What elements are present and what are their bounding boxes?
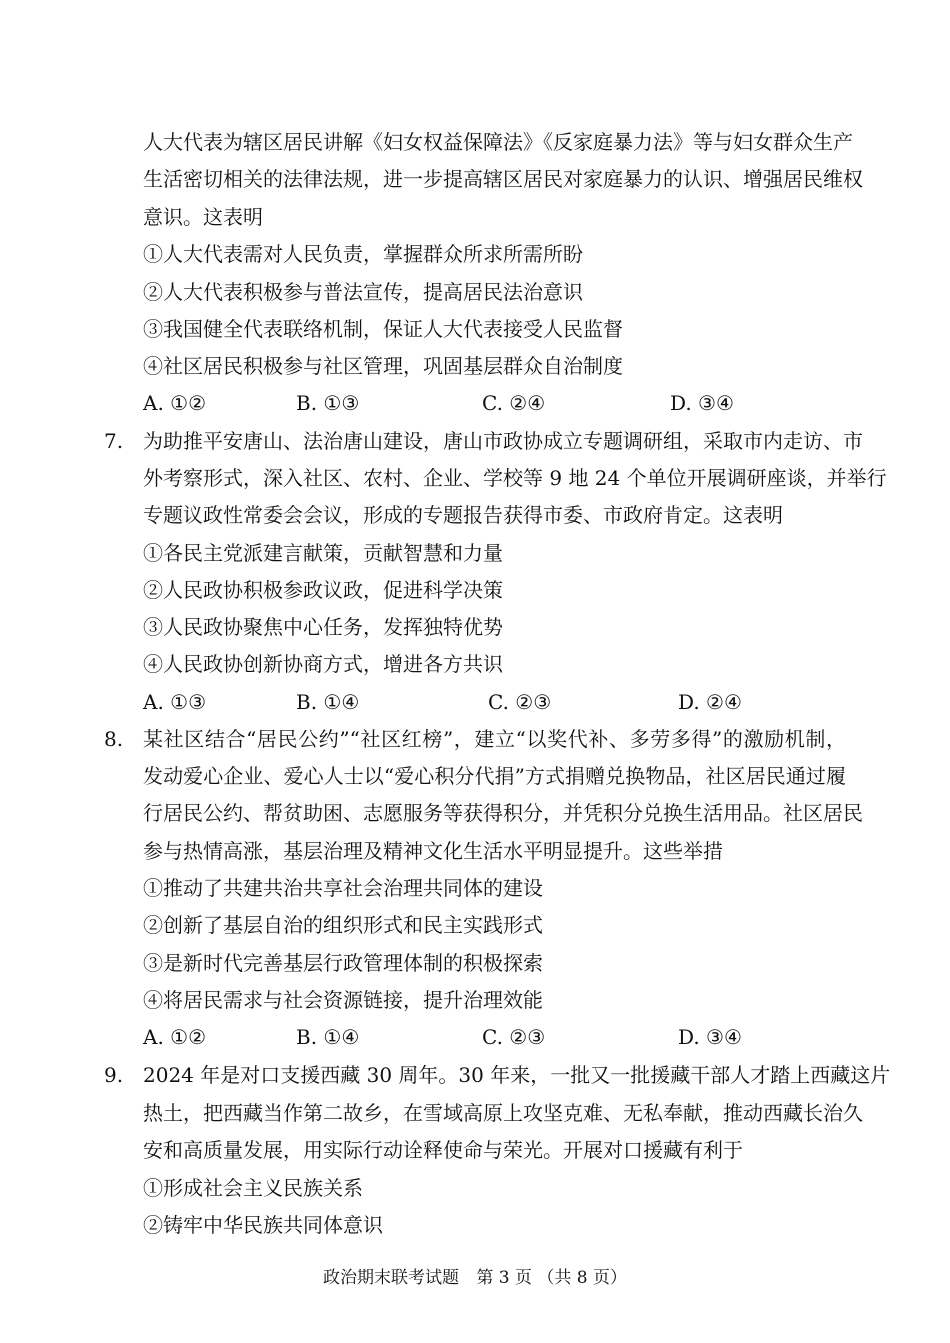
q7-option-c: C. ②③ <box>488 690 552 714</box>
q8-number: 8. <box>104 727 124 751</box>
q6-item-1: ①人大代表需对人民负责，掌握群众所求所需所盼 <box>143 242 583 266</box>
q7-stem-line-2: 外考察形式，深入社区、农村、企业、学校等 9 地 24 个单位开展调研座谈，并举行 <box>143 466 887 490</box>
q7-item-4: ④人民政协创新协商方式，增进各方共识 <box>143 652 503 676</box>
q8-option-a: A. ①② <box>143 1025 207 1049</box>
q9-stem-line-2: 热土，把西藏当作第二故乡，在雪域高原上攻坚克难、无私奉献，推动西藏长治久 <box>143 1101 863 1125</box>
q7-option-a: A. ①③ <box>143 690 207 714</box>
q8-stem-line-2: 发动爱心企业、爱心人士以“爱心积分代捐”方式捐赠兑换物品，社区居民通过履 <box>143 764 846 788</box>
q8-stem-line-3: 行居民公约、帮贫助困、志愿服务等获得积分，并凭积分兑换生活用品。社区居民 <box>143 801 863 825</box>
q6-item-4: ④社区居民积极参与社区管理，巩固基层群众自治制度 <box>143 354 623 378</box>
q7-stem-line-1: 为助推平安唐山、法治唐山建设，唐山市政协成立专题调研组，采取市内走访、市 <box>143 429 863 453</box>
q6-option-a: A. ①② <box>143 391 207 415</box>
exam-title: 政治期末联考试题 <box>322 1268 459 1288</box>
q9-number: 9. <box>104 1063 124 1087</box>
q6-option-c: C. ②④ <box>482 391 546 415</box>
q6-stem-line-1: 人大代表为辖区居民讲解《妇女权益保障法》《反家庭暴力法》等与妇女群众生产 <box>143 130 853 154</box>
q8-stem-line-4: 参与热情高涨，基层治理及精神文化生活水平明显提升。这些举措 <box>143 839 723 863</box>
q9-stem-line-1: 2024 年是对口支援西藏 30 周年。30 年来，一批又一批援藏干部人才踏上西藏这片 <box>143 1063 891 1087</box>
q6-item-2: ②人大代表积极参与普法宣传，提高居民法治意识 <box>143 280 583 304</box>
q6-stem-line-3: 意识。这表明 <box>143 205 263 229</box>
q6-option-d: D. ③④ <box>670 391 734 415</box>
q8-stem-line-1: 某社区结合“居民公约”“社区红榜”，建立“以奖代补、多劳多得”的激励机制， <box>143 727 846 751</box>
q8-item-1: ①推动了共建共治共享社会治理共同体的建设 <box>143 876 543 900</box>
q6-stem-line-2: 生活密切相关的法律法规，进一步提高辖区居民对家庭暴力的认识、增强居民维权 <box>143 167 863 191</box>
q8-item-4: ④将居民需求与社会资源链接，提升治理效能 <box>143 988 543 1012</box>
q8-option-d: D. ③④ <box>678 1025 742 1049</box>
q6-item-3: ③我国健全代表联络机制，保证人大代表接受人民监督 <box>143 317 623 341</box>
page-number: 第 3 页 （共 8 页） <box>476 1268 628 1288</box>
q8-item-2: ②创新了基层自治的组织形式和民主实践形式 <box>143 913 543 937</box>
q7-item-2: ②人民政协积极参政议政，促进科学决策 <box>143 578 503 602</box>
q7-option-d: D. ②④ <box>678 690 742 714</box>
q8-option-c: C. ②③ <box>482 1025 546 1049</box>
q7-item-1: ①各民主党派建言献策，贡献智慧和力量 <box>143 541 503 565</box>
q7-option-b: B. ①④ <box>296 690 360 714</box>
q7-stem-line-3: 专题议政性常委会会议，形成的专题报告获得市委、市政府肯定。这表明 <box>143 503 783 527</box>
q8-option-b: B. ①④ <box>296 1025 360 1049</box>
q8-item-3: ③是新时代完善基层行政管理体制的积极探索 <box>143 951 543 975</box>
q9-item-2: ②铸牢中华民族共同体意识 <box>143 1213 383 1237</box>
q6-option-b: B. ①③ <box>296 391 360 415</box>
q9-item-1: ①形成社会主义民族关系 <box>143 1176 363 1200</box>
page-footer <box>0 1266 950 1290</box>
q7-number: 7. <box>104 429 124 453</box>
q7-item-3: ③人民政协聚焦中心任务，发挥独特优势 <box>143 615 503 639</box>
q9-stem-line-3: 安和高质量发展，用实际行动诠释使命与荣光。开展对口援藏有利于 <box>143 1138 743 1162</box>
